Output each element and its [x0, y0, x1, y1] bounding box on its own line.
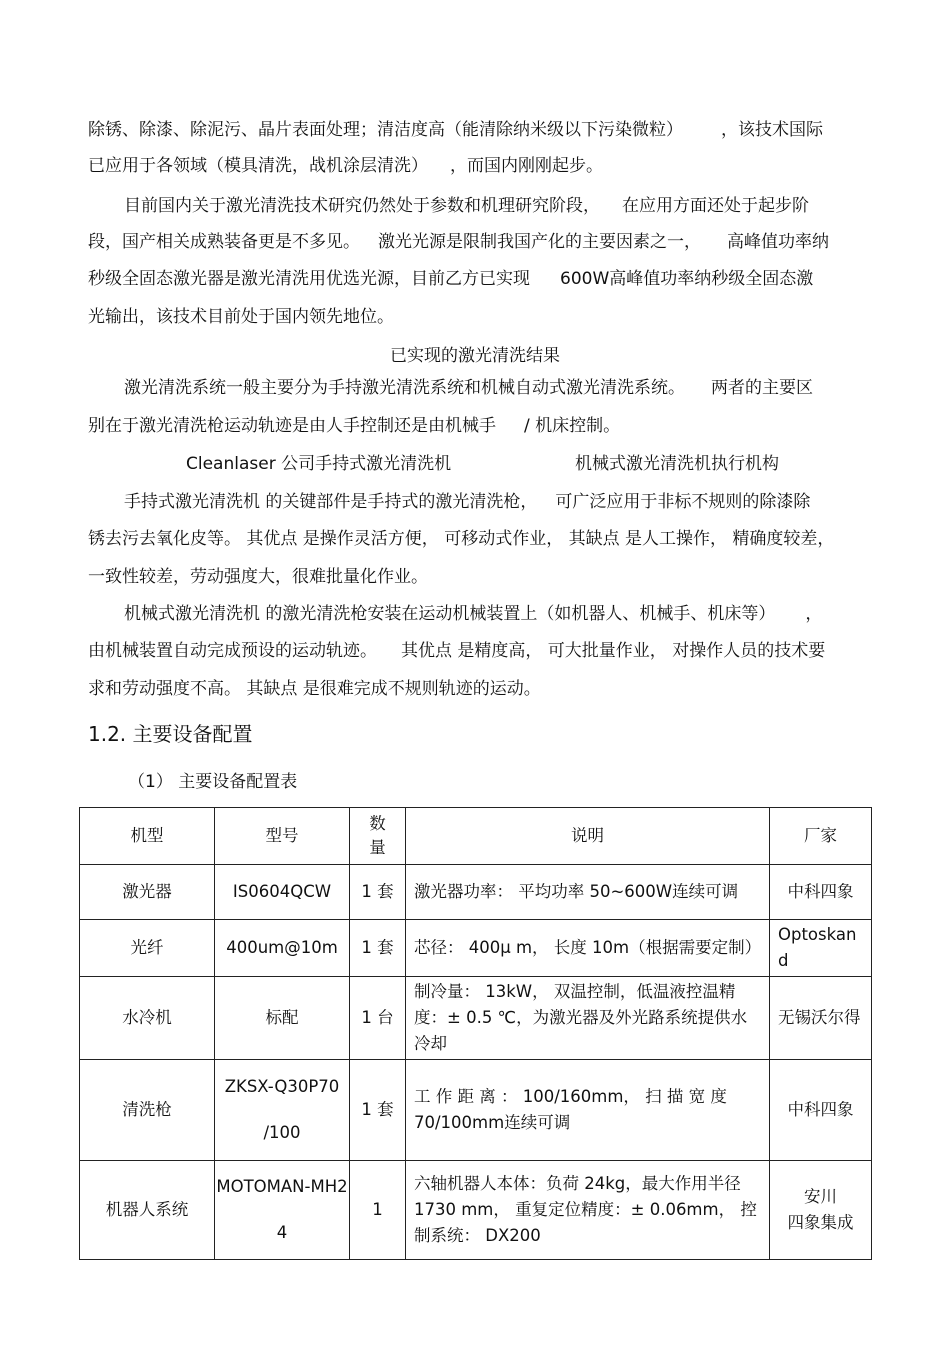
cell-model: 400um@10m	[215, 920, 350, 977]
table-row	[80, 977, 872, 1060]
cell-type: 清洗枪	[80, 1060, 215, 1161]
text-segment: 600W高峰值功率纳秒级全固态激	[560, 269, 814, 289]
cell-desc: 芯径： 400μ m， 长度 10m（根据需要定制）	[406, 920, 770, 977]
paragraph-line	[124, 194, 809, 218]
text-segment: 可广泛应用于非标不规则的除漆除	[555, 492, 811, 512]
text-segment: 由机械装置自动完成预设的运动轨迹。	[88, 641, 377, 661]
cell-type: 水冷机	[80, 977, 215, 1060]
paragraph-line	[124, 376, 813, 400]
equipment-table	[79, 807, 872, 1260]
header-model: 型号	[215, 808, 350, 865]
cell-model	[215, 1161, 350, 1260]
text-segment: 两者的主要区	[711, 378, 813, 398]
table-row	[80, 1060, 872, 1161]
text-segment: 高峰值功率纳	[727, 232, 829, 252]
header-maker: 厂家	[770, 808, 872, 865]
text-segment: / 机床控制。	[524, 416, 621, 436]
cell-maker: 无锡沃尔得	[770, 977, 872, 1060]
cell-maker: 安川 四象集成	[770, 1161, 872, 1260]
text-segment: 段，国产相关成熟装备更是不多见。	[88, 232, 360, 252]
header-type: 机型	[80, 808, 215, 865]
figure-caption-right: 机械式激光清洗机执行机构	[575, 454, 779, 474]
table-caption: （1） 主要设备配置表	[128, 772, 298, 792]
cell-desc: 六轴机器人本体：负荷 24kg，最大作用半径 1730 mm， 重复定位精度：± 0.06mm， 控制系统： DX200	[406, 1161, 770, 1260]
section-heading: 1.2. 主要设备配置	[88, 722, 253, 746]
figure-caption: 已实现的激光清洗结果	[390, 346, 560, 366]
cell-model-stack	[215, 1074, 349, 1146]
cell-model-line1: MOTOMAN-MH2	[216, 1177, 348, 1196]
cell-model	[215, 1060, 350, 1161]
table-row	[80, 865, 872, 920]
text-segment: 激光光源是限制我国产化的主要因素之一，	[378, 232, 701, 252]
text-segment: 激光清洗系统一般主要分为手持激光清洗系统和机械自动式激光清洗系统。	[124, 378, 685, 398]
header-qty-label: 数量	[369, 814, 386, 857]
text-segment: 锈去污去氧化皮等。 其优点 是操作灵活方便， 可移动式作业， 其缺点 是人工操作， 精确度较差，	[88, 529, 835, 549]
cell-maker: 中科四象	[770, 1060, 872, 1161]
text-segment: 机械式激光清洗机 的激光清洗枪安装在运动机械装置上（如机器人、机械手、机床等）	[124, 604, 776, 624]
cell-qty: 1 台	[350, 977, 406, 1060]
text-segment: 其优点 是精度高， 可大批量作业， 对操作人员的技术要	[401, 641, 826, 661]
paragraph-line	[124, 490, 810, 514]
cell-desc: 制冷量： 13kW， 双温控制，低温液控温精度：± 0.5 ℃，为激光器及外光路系统提供水冷却	[406, 977, 770, 1060]
paragraph-line	[88, 527, 834, 551]
text-segment: 一致性较差，劳动强度大，很难批量化作业。	[88, 567, 428, 587]
text-segment: ，	[805, 604, 823, 624]
cell-maker: 中科四象	[770, 865, 872, 920]
table-row	[80, 1161, 872, 1260]
text-segment: 除锈、除漆、除泥污、晶片表面处理；清洁度高（能清除纳米级以下污染微粒）	[88, 120, 683, 140]
cell-maker	[770, 920, 872, 977]
cell-maker-text: Optoskand	[778, 925, 857, 970]
cell-model: 标配	[215, 977, 350, 1060]
cell-type: 机器人系统	[80, 1161, 215, 1260]
paragraph-line	[88, 414, 620, 438]
cell-qty: 1 套	[350, 865, 406, 920]
paragraph-line	[88, 565, 428, 589]
paragraph-line	[88, 677, 541, 701]
paragraph-line	[124, 602, 822, 626]
cell-model-line2: /100	[263, 1123, 301, 1142]
cell-qty: 1 套	[350, 1060, 406, 1161]
cell-model-line2: 4	[276, 1223, 288, 1242]
text-segment: 求和劳动强度不高。 其缺点 是很难完成不规则轨迹的运动。	[88, 679, 541, 699]
paragraph-line	[88, 305, 394, 329]
text-segment: 手持式激光清洗机 的关键部件是手持式的激光清洗枪，	[124, 492, 538, 512]
header-qty	[350, 808, 406, 865]
table-row	[80, 920, 872, 977]
text-segment: 秒级全固态激光器是激光清洗用优选光源，目前乙方已实现	[88, 269, 530, 289]
cell-model: IS0604QCW	[215, 865, 350, 920]
paragraph-line	[88, 230, 829, 254]
paragraph-line	[88, 118, 823, 142]
cell-model-stack	[215, 1174, 349, 1246]
text-segment: ，而国内刚刚起步。	[450, 156, 603, 176]
paragraph-line	[88, 154, 603, 178]
text-segment: 别在于激光清洗枪运动轨迹是由人手控制还是由机械手	[88, 416, 496, 436]
text-segment: 在应用方面还处于起步阶	[622, 196, 809, 216]
cell-type: 光纤	[80, 920, 215, 977]
cell-model-line1: ZKSX-Q30P70	[224, 1077, 340, 1096]
figure-caption-left: Cleanlaser 公司手持式激光清洗机	[186, 454, 452, 474]
header-desc: 说明	[406, 808, 770, 865]
text-segment: 已应用于各领域（模具清洗，战机涂层清洗）	[88, 156, 428, 176]
table-header-row	[80, 808, 872, 865]
paragraph-line	[88, 267, 813, 291]
paragraph-line	[88, 639, 825, 663]
cell-qty: 1	[350, 1161, 406, 1260]
text-segment: 光输出，该技术目前处于国内领先地位。	[88, 307, 394, 327]
text-segment: 目前国内关于激光清洗技术研究仍然处于参数和机理研究阶段，	[124, 196, 600, 216]
cell-desc: 激光器功率： 平均功率 50~600W连续可调	[406, 865, 770, 920]
cell-qty: 1 套	[350, 920, 406, 977]
cell-desc: 工 作 距 离 ： 100/160mm， 扫 描 宽 度 70/100mm连续可调	[406, 1060, 770, 1161]
cell-type: 激光器	[80, 865, 215, 920]
text-segment: ，该技术国际	[721, 120, 823, 140]
